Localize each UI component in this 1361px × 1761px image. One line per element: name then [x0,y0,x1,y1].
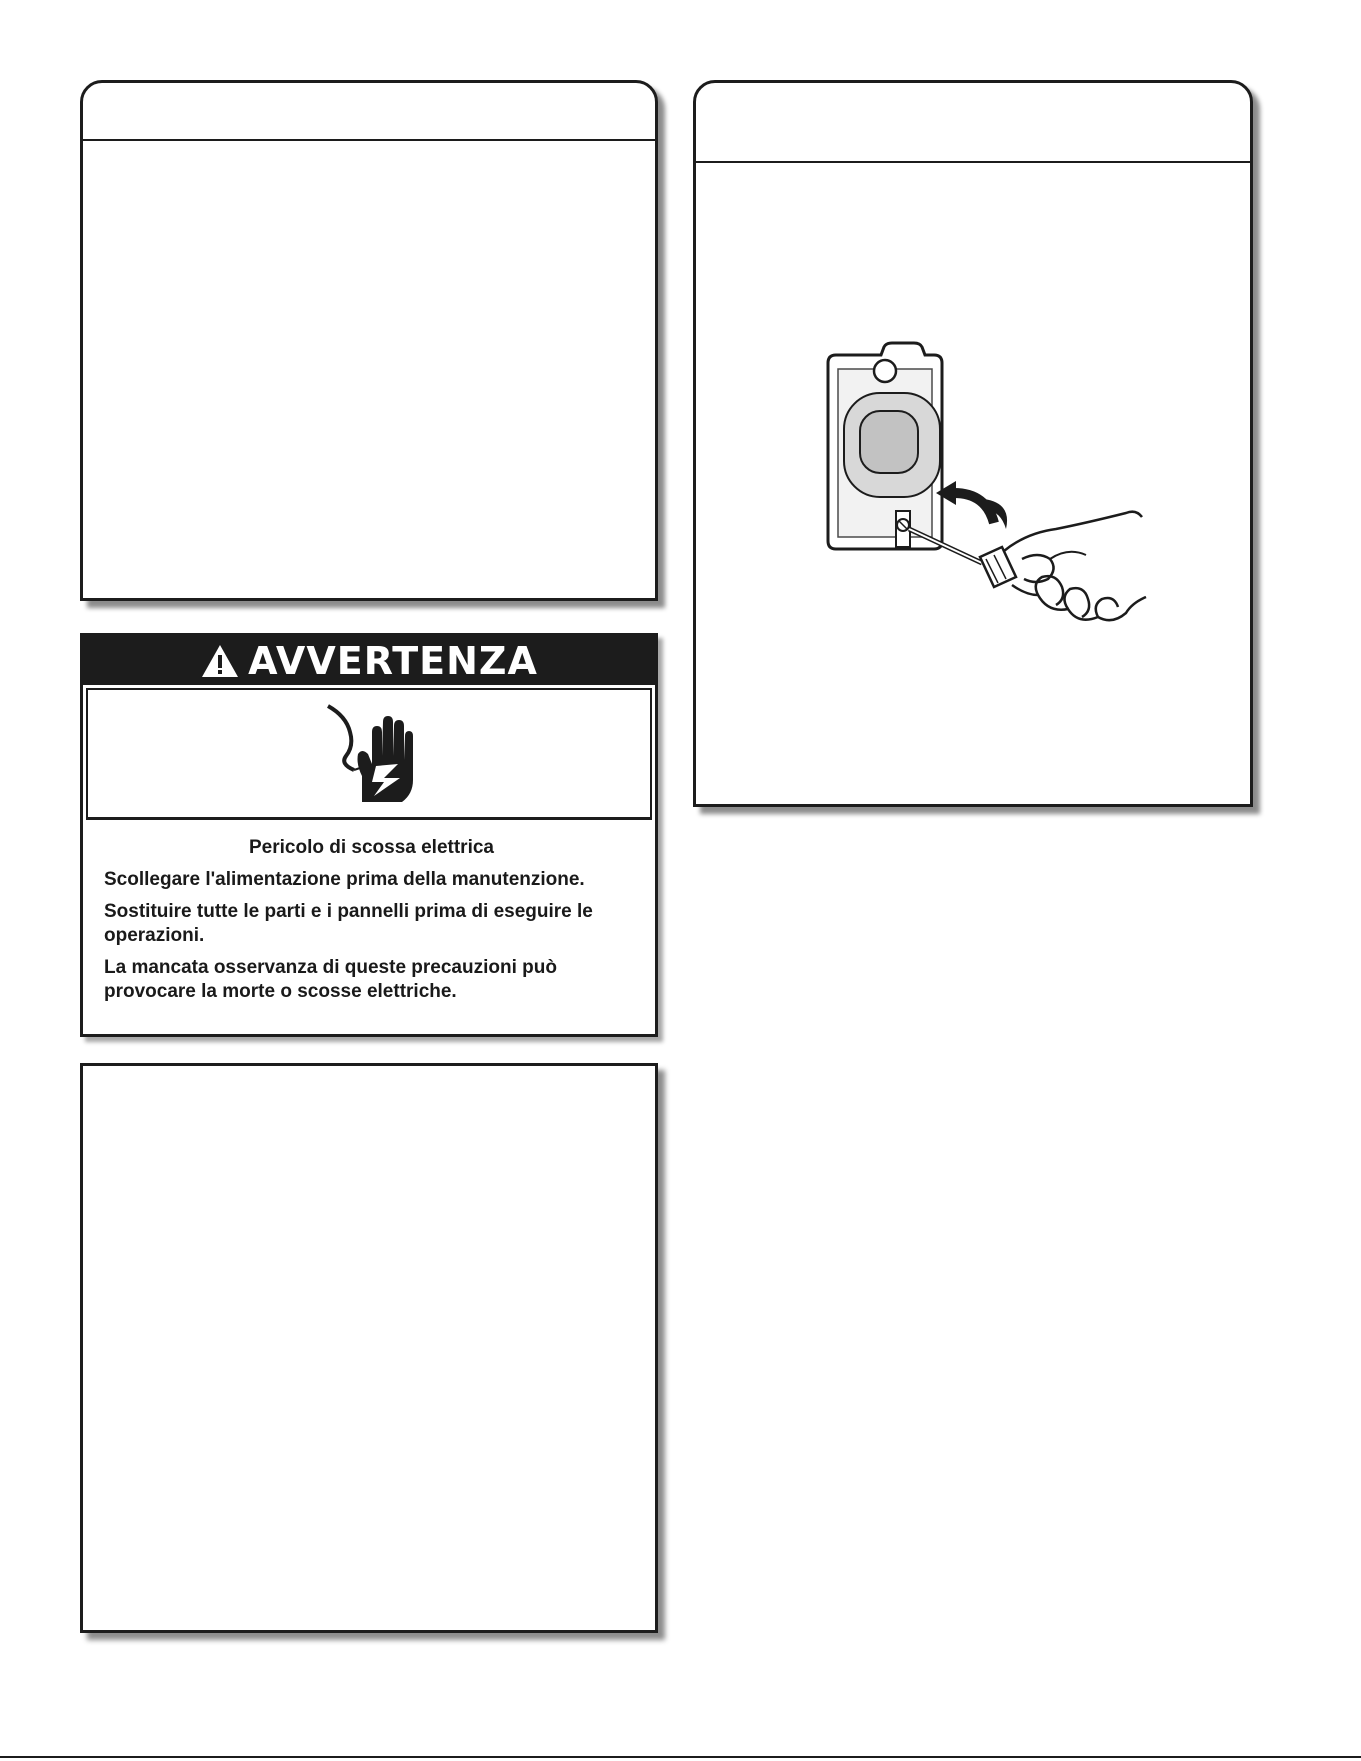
illustration-panel [693,80,1253,807]
warning-block [80,633,658,1037]
warning-hazard-type: Pericolo di scossa elettrica [248,837,494,858]
warning-line: Scollegare l'alimentazione prima della manutenzione. [104,869,585,890]
footer-divider [0,1756,1361,1758]
warning-body [104,836,639,1012]
electric-shock-hand-icon [316,702,416,806]
panel-header-divider [83,139,655,141]
screwdriver-outlet-cover-illustration [816,333,1236,673]
warning-triangle-icon [200,643,240,679]
warning-line: La mancata osservanza di queste precauzioni può provocare la morte o scosse elettriche. [104,957,557,1002]
warning-line: Sostituire tutte le parti e i pannelli prima di eseguire le operazioni. [104,901,593,946]
warning-header-bar [83,636,655,685]
warning-title: AVVERTENZA [248,638,538,683]
top-left-panel [80,80,658,601]
bottom-left-panel [80,1063,658,1633]
hazard-icon-area [86,688,652,820]
panel-header-divider [696,161,1250,163]
